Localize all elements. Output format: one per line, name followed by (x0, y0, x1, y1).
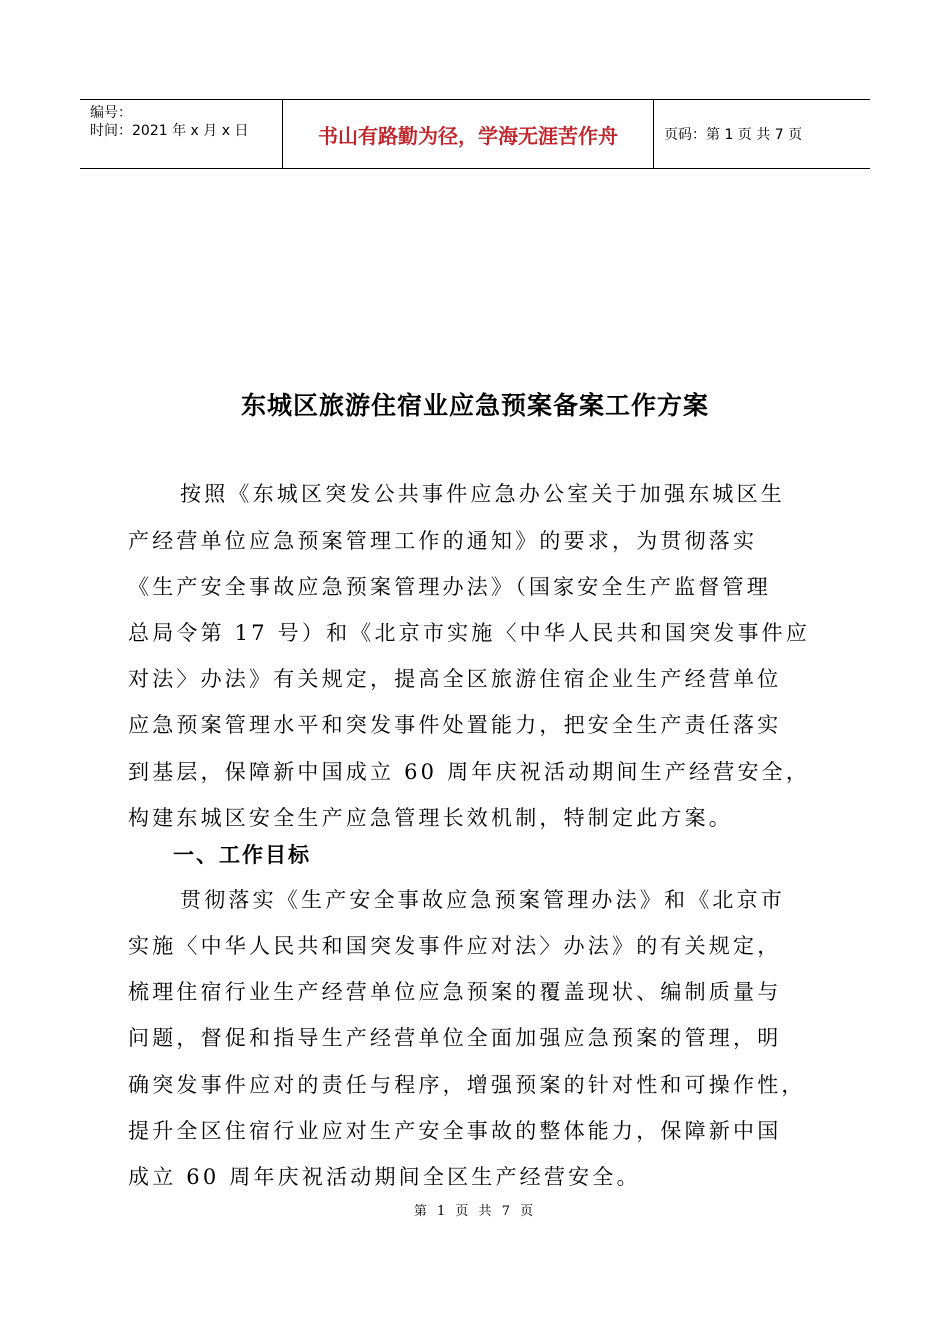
paragraph2-line: 成立 60 周年庆祝活动期间全区生产经营安全。 (128, 1165, 641, 1189)
paragraph1-line: 按照《东城区突发公共事件应急办公室关于加强东城区生 (180, 482, 785, 506)
number-label: 编号： (90, 105, 132, 121)
paragraph2-line: 问题，督促和指导生产经营单位全面加强应急预案的管理，明 (128, 1026, 782, 1050)
paragraph1-line: 产经营单位应急预案管理工作的通知》的要求，为贯彻落实 (128, 529, 758, 553)
paragraph1-line: 总局令第 17 号）和《北京市实施〈中华人民共和国突发事件应 (128, 621, 811, 645)
time-label: 时间：2021 年 x 月 x 日 (90, 123, 249, 139)
paragraph1-line: 构建东城区安全生产应急管理长效机制，特制定此方案。 (128, 806, 733, 830)
page-footer: 第 1 页 共 7 页 (413, 1204, 537, 1219)
paragraph2-line: 实施〈中华人民共和国突发事件应对法〉办法》的有关规定， (128, 934, 782, 958)
paragraph1-line: 对法〉办法》有关规定，提高全区旅游住宿企业生产经营单位 (128, 667, 782, 691)
paragraph2-line: 贯彻落实《生产安全事故应急预案管理办法》和《北京市 (180, 888, 785, 912)
header-page-label: 页码：第 1 页 共 7 页 (664, 127, 803, 143)
paragraph2-line: 确突发事件应对的责任与程序，增强预案的针对性和可操作性， (128, 1073, 806, 1097)
document-title: 东城区旅游住宿业应急预案备案工作方案 (240, 391, 709, 420)
paragraph2-line: 梳理住宿行业生产经营单位应急预案的覆盖现状、编制质量与 (128, 980, 782, 1004)
paragraph1-line: 到基层，保障新中国成立 60 周年庆祝活动期间生产经营安全， (128, 760, 811, 784)
header-meta (80, 100, 282, 168)
header-motto: 书山有路勤为径，学海无涯苦作舟 (282, 100, 654, 168)
document-header (80, 99, 870, 169)
section-heading: 一、工作目标 (173, 843, 311, 867)
paragraph1-line: 应急预案管理水平和突发事件处置能力，把安全生产责任落实 (128, 713, 782, 737)
paragraph1-line: 《生产安全事故应急预案管理办法》（国家安全生产监督管理 (128, 575, 771, 599)
paragraph2-line: 提升全区住宿行业应对生产安全事故的整体能力，保障新中国 (128, 1119, 782, 1143)
